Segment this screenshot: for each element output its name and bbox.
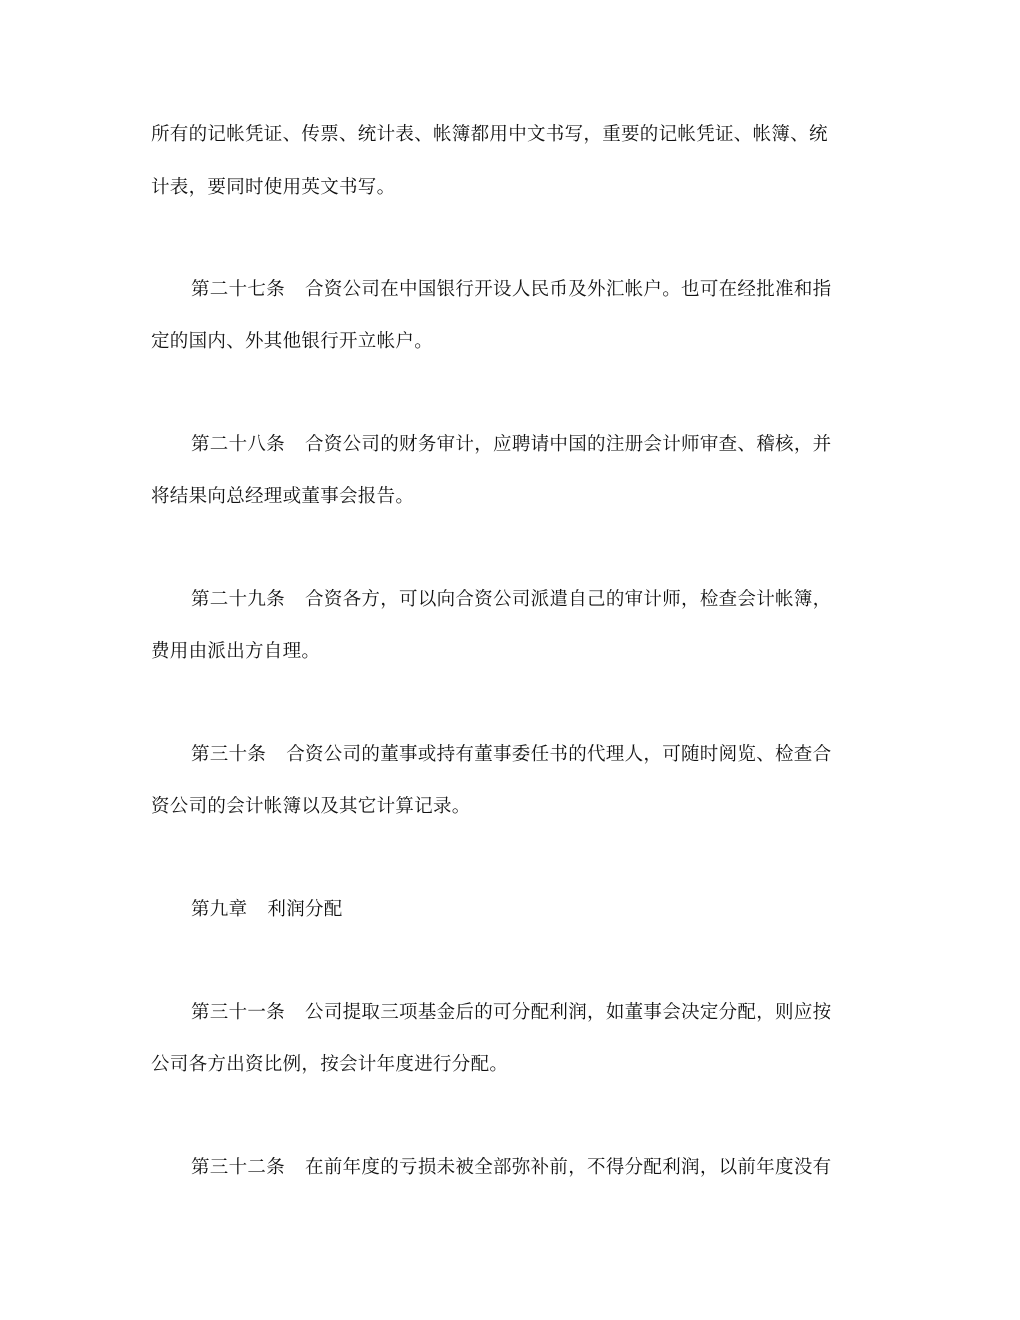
article-29-line-1 xyxy=(191,588,871,612)
article-heading: 第二十九条 xyxy=(191,589,286,610)
paragraph-line: 所有的记帐凭证、传票、统计表、帐簿都用中文书写，重要的记帐凭证、帐簿、统 xyxy=(151,124,828,145)
chapter-number: 第九章 xyxy=(191,899,248,920)
paragraph-line: 计表，要同时使用英文书写。 xyxy=(151,177,396,198)
article-heading: 第二十七条 xyxy=(191,279,286,300)
article-text: 合资公司的董事或持有董事委任书的代理人，可随时阅览、检查合 xyxy=(286,744,832,765)
article-text: 合资公司的财务审计，应聘请中国的注册会计师审查、稽核，并 xyxy=(305,434,832,455)
article-text: 合资各方，可以向合资公司派遣自己的审计师，检查会计帐簿， xyxy=(305,589,832,610)
paragraph-line: 定的国内、外其他银行开立帐户。 xyxy=(151,331,434,352)
article-heading: 第三十条 xyxy=(191,744,267,765)
paragraph-line: 公司各方出资比例，按会计年度进行分配。 xyxy=(151,1054,509,1075)
article-heading: 第三十二条 xyxy=(191,1157,286,1178)
chapter-title: 利润分配 xyxy=(267,899,343,920)
paragraph-line: 将结果向总经理或董事会报告。 xyxy=(151,486,415,507)
article-31-line-1 xyxy=(191,1001,871,1025)
paragraph-line: 费用由派出方自理。 xyxy=(151,641,321,662)
article-text: 公司提取三项基金后的可分配利润，如董事会决定分配，则应按 xyxy=(305,1002,832,1023)
article-30-line-1 xyxy=(191,743,871,767)
article-heading: 第二十八条 xyxy=(191,434,286,455)
article-28-line-1 xyxy=(191,433,871,457)
chapter-heading xyxy=(191,898,871,922)
article-27-line-1 xyxy=(191,278,871,302)
article-heading: 第三十一条 xyxy=(191,1002,286,1023)
paragraph-line: 资公司的会计帐簿以及其它计算记录。 xyxy=(151,796,471,817)
article-text: 合资公司在中国银行开设人民币及外汇帐户。也可在经批准和指 xyxy=(305,279,832,300)
article-32-line-1 xyxy=(191,1156,871,1180)
article-text: 在前年度的亏损未被全部弥补前，不得分配利润，以前年度没有 xyxy=(305,1157,832,1178)
